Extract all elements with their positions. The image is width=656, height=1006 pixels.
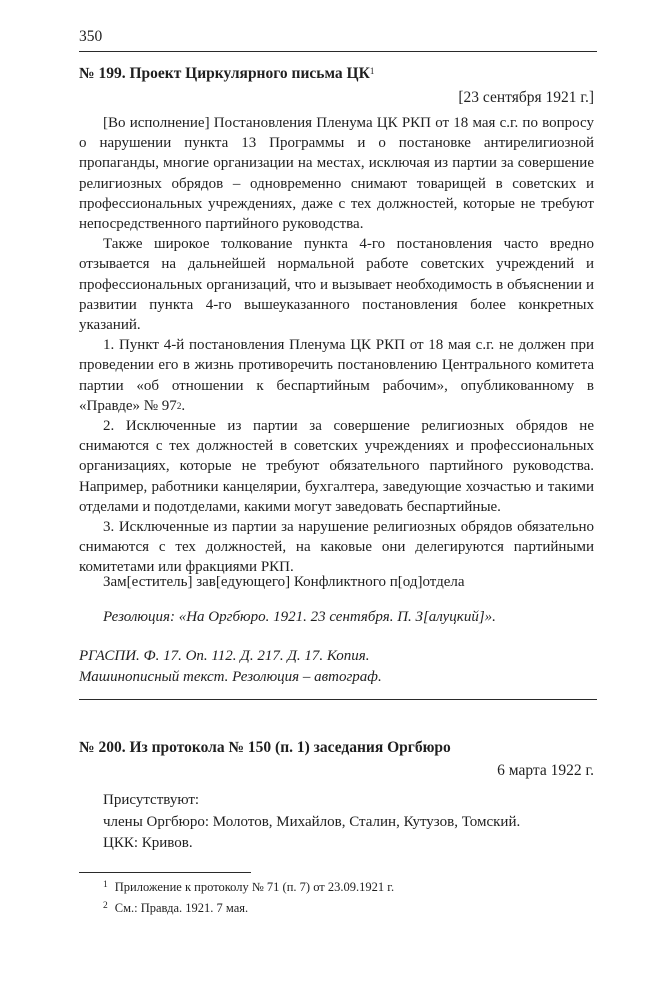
doc199-title-footnote-ref: 1 [369, 66, 375, 76]
doc199-point-1-text: 1. Пункт 4-й постановления Пленума ЦК РКП от 18 мая с.г. не должен при проведении его в жизнь противоречить постановлению Центрального комитета партии «об отношении к беспартийным рабочим», опубликованному в «Правде» № 97 [79, 337, 594, 414]
doc199-title-text: № 199. Проект Циркулярного письма ЦК [79, 65, 370, 82]
doc199-archive-ref [79, 646, 382, 688]
doc199-paragraph-1: [Во исполнение] Постановления Пленума ЦК РКП от 18 мая с.г. по вопросу о нарушении пункта 13 Программы и о постановке антирелигиозной пропаганды, многие организации на местах, исключая из партии за совершение религиозных обрядов – одновременно снимают товарищей в советских и профессиональных учреждениях, даже с тех должностей, которые не требуют непосредственного партийного руководства. [79, 115, 594, 233]
page-number: 350 [79, 28, 103, 45]
doc200-date: 6 марта 1922 г. [497, 762, 594, 779]
header-rule [79, 51, 597, 52]
doc199-title [79, 65, 374, 83]
doc199-point-1-footnote-ref: 2 [176, 400, 182, 411]
footnote-2-text: См.: Правда. 1921. 7 мая. [114, 901, 249, 915]
doc199-body [79, 113, 594, 578]
doc200-present-label: Присутствуют: [103, 792, 200, 808]
footnote-2 [103, 901, 248, 916]
doc199-point-2: 2. Исключенные из партии за совершение религиозных обрядов не снимаются с тех должностей в советских учреждениях и профессиональных организациях, которые не требуют обязательного партийного руководства. Например, работники канцелярии, бухгалтера, заведующие хозчастью и такими отделами и подотделами, какими могут заведовать беспартийные. [79, 418, 594, 515]
footnote-1-number: 1 [103, 880, 108, 890]
footnote-1 [103, 880, 394, 895]
footnote-2-number: 2 [103, 901, 108, 911]
doc199-signature: Зам[еститель] зав[едующего] Конфликтного п[од]отдела [103, 574, 465, 590]
footnote-rule [79, 872, 251, 873]
doc200-present-orgburo: члены Оргбюро: Молотов, Михайлов, Сталин, Кутузов, Томский. [103, 813, 521, 830]
doc199-point-3: 3. Исключенные из партии за нарушение религиозных обрядов обязательно снимаются с тех должностей, на каковые они делегируются партийными комитетами или фракциями РКП. [79, 519, 594, 576]
doc199-date: [23 сентября 1921 г.] [458, 89, 594, 106]
footnote-1-text: Приложение к протоколу № 71 (п. 7) от 23.09.1921 г. [114, 880, 395, 894]
section-divider [79, 699, 597, 700]
doc199-archive-line-2: Машинописный текст. Резолюция – автограф. [79, 669, 382, 685]
doc199-resolution: Резолюция: «На Оргбюро. 1921. 23 сентября. П. З[алуцкий]». [103, 609, 496, 625]
doc200-present-ckk: ЦКК: Кривов. [103, 835, 193, 851]
doc200-title: № 200. Из протокола № 150 (п. 1) заседания Оргбюро [79, 739, 451, 756]
doc200-attendance [103, 790, 520, 855]
doc199-point-1 [79, 335, 594, 416]
doc199-paragraph-2: Также широкое толкование пункта 4-го постановления часто вредно отзывается на дальнейшей нормальной работе советских учреждений и профессиональных организаций, что и вызывает необходимость в объяснении и развитии пункта 4-го вышеуказанного постановления более конкретных указаний. [79, 236, 594, 334]
doc199-archive-line-1: РГАСПИ. Ф. 17. Оп. 112. Д. 217. Д. 17. Копия. [79, 648, 370, 664]
doc199-point-1-end: . [181, 397, 186, 414]
